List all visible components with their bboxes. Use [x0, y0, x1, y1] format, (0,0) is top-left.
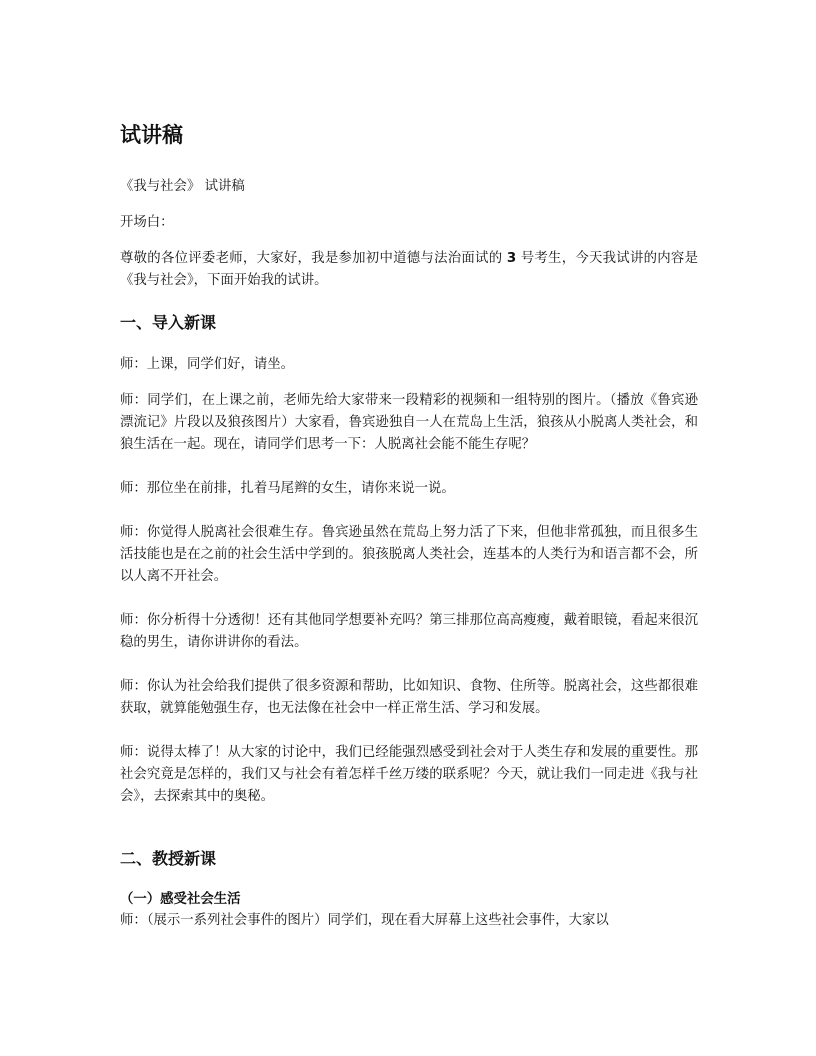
dialogue-paragraph: 师：你认为社会给我们提供了很多资源和帮助，比如知识、食物、住所等。脱离社会，这些都很难获取，就算能勉强生存，也无法像在社会中一样正常生活、学习和发展。: [120, 679, 698, 716]
dialogue-paragraph: 师：那位坐在前排，扎着马尾辫的女生，请你来说一说。: [120, 481, 455, 496]
dialogue-paragraph: 师：说得太棒了！从大家的讨论中，我们已经能强烈感受到社会对于人类生存和发展的重要性。那社会究竟是怎样的，我们又与社会有着怎样千丝万缕的联系呢？今天，就让我们一同走进《我与社会》，去探索其中的奥秘。: [120, 745, 698, 804]
dialogue-paragraph: 师：（展示一系列社会事件的图片）同学们，现在看大屏幕上这些社会事件，大家以: [120, 913, 609, 928]
document-title: 试讲稿: [120, 123, 183, 147]
intro-text-after: 号考生，今天我试讲的内容是《我与社会》，下面开始我的试讲。: [120, 251, 698, 288]
document-subtitle: 《我与社会》 试讲稿: [120, 179, 245, 194]
dialogue-paragraph: 师：同学们，在上课之前，老师先给大家带来一段精彩的视频和一组特别的图片。（播放《鲁宾逊漂流记》片段以及狼孩图片）大家看，鲁宾逊独自一人在荒岛上生活，狼孩从小脱离人类社会，和狼生活在一起。现在，请同学们思考一下：人脱离社会能不能生存呢？: [120, 393, 698, 452]
section-heading-teaching: 二、教授新课: [120, 849, 217, 868]
document-page: [120, 118, 698, 946]
opening-label: 开场白：: [120, 215, 174, 230]
candidate-number: 3: [506, 251, 517, 266]
subsection-heading: （一）感受社会生活: [120, 892, 241, 907]
intro-paragraph: [120, 248, 698, 292]
dialogue-paragraph: 师：上课，同学们好，请坐。: [120, 357, 295, 372]
section-heading-intro: 一、导入新课: [120, 313, 217, 332]
dialogue-paragraph: 师：你觉得人脱离社会很难生存。鲁宾逊虽然在荒岛上努力活了下来，但他非常孤独，而且很多生活技能也是在之前的社会生活中学到的。狼孩脱离人类社会，连基本的人类行为和语言都不会，所以人离不开社会。: [120, 525, 698, 584]
intro-text-before: 尊敬的各位评委老师，大家好，我是参加初中道德与法治面试的: [120, 251, 507, 266]
dialogue-paragraph: 师：你分析得十分透彻！还有其他同学想要补充吗？第三排那位高高瘦瘦，戴着眼镜，看起来很沉稳的男生，请你讲讲你的看法。: [120, 613, 698, 650]
